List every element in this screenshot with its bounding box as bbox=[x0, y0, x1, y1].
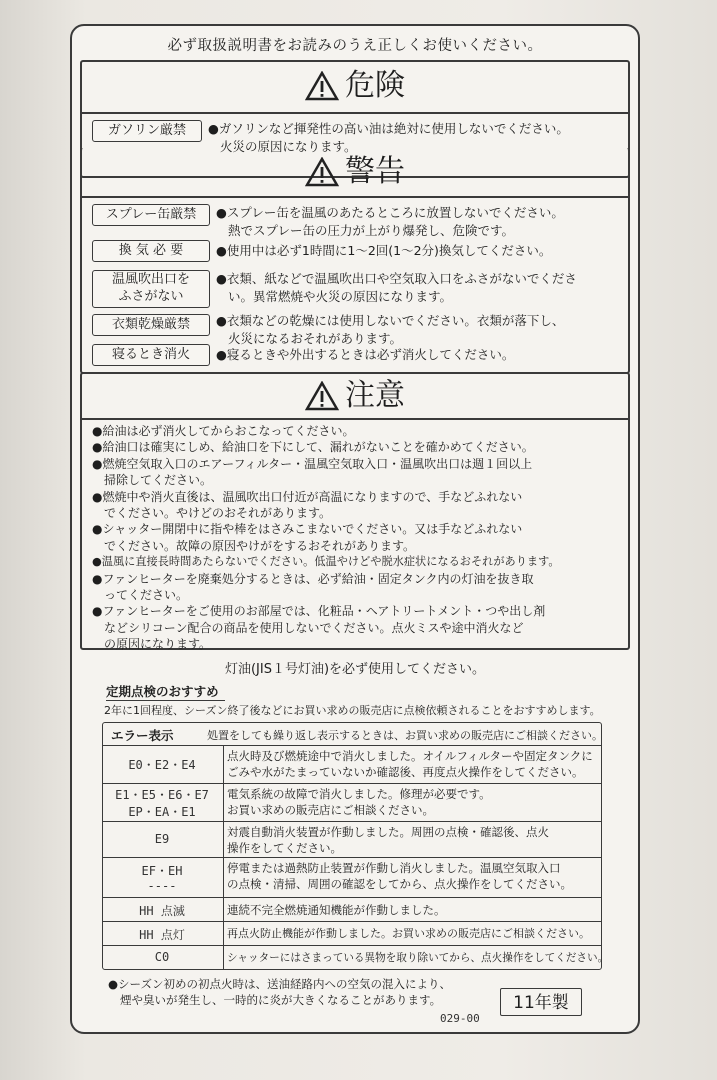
warning-label bbox=[70, 24, 640, 1034]
list-item: ●燃焼中や消火直後は、温風吹出口付近が高温になりますので、手などふれない bbox=[92, 489, 523, 504]
table-row: HH 点滅 連続不完全燃焼通知機能が作動しました。 bbox=[103, 897, 601, 922]
list-item: ●ファンヒーターを廃棄処分するときは、必ず給油・固定タンク内の灯油を抜き取 bbox=[92, 571, 534, 586]
table-row: E0・E2・E4 点火時及び燃焼途中で消火しました。オイルフィルターや固定タンクに ごみや水がたまっていないか確認後、再度点火操作をしてください。 bbox=[103, 745, 601, 782]
warning-triangle-icon bbox=[305, 157, 339, 187]
warning-triangle-icon bbox=[305, 71, 339, 101]
warning-item-text: ●衣類、紙などで温風吹出口や空気取入口をふさがないでくださ い。異常燃焼や火災の原因になります。 bbox=[216, 271, 577, 304]
table-row: EF・EH ---- 停電または過熱防止装置が作動し消火しました。温風空気取入口 の点検・清掃、周囲の確認をしてから、点火操作をしてください。 bbox=[103, 857, 601, 898]
table-row: C0 シャッターにはさまっている異物を取り除いてから、点火操作をしてください。 bbox=[103, 945, 601, 970]
danger-item-text: ●ガソリンなど揮発性の高い油は絶対に使用しないでください。 火災の原因になります。 bbox=[208, 121, 569, 154]
top-notice: 必ず取扱説明書をお読みのうえ正しくお使いください。 bbox=[167, 38, 543, 54]
label-code-number: 029-00 bbox=[440, 1012, 480, 1025]
table-row: HH 点灯 再点火防止機能が作動しました。お買い求めの販売店にご相談ください。 bbox=[103, 921, 601, 946]
do-not-block-outlet-tag: 温風吹出口を ふさがない bbox=[92, 270, 210, 308]
table-row: E1・E5・E6・E7 EP・EA・E1 電気系統の故障で消火しました。修理が必要です。 お買い求めの販売店にご相談ください。 bbox=[103, 783, 601, 822]
caution-list: ●給油は必ず消火してからおこなってください。 ●給油口は確実にしめ、給油口を下にして、漏れがないことを確かめてください。 ●燃焼空気取入口のエアーフィルター・温風空気取入口・温風吹出口は週１回以上 掃除してください。 ●燃焼中や消火直後は、温風吹出口付近が高温になりますので、手などふれない でください。やけどのおそれがあります。 ●シャッター開閉中に指や棒をはさみこまないでください。又は手などふれない でください。故障の原因やけがをするおそれがあります。 ●温風に直接長時間あたらないでください。低温やけどや脱水症状になるおそれがあります。 ●ファンヒーターを廃棄処分するときは、必ず給油・固定タンク内の灯油を抜き取 ってください。 ●ファンヒーターをご使用のお部屋では、化粧品・ヘアトリートメント・つや出し剤 などシリコーン配合の商品を使用しないでください。点火ミスや途中消火など の原因になります。 bbox=[92, 424, 560, 652]
danger-heading bbox=[82, 66, 628, 106]
spray-can-prohibited-tag: スプレー缶厳禁 bbox=[92, 204, 210, 226]
turn-off-when-sleeping-tag: 寝るとき消火 bbox=[92, 344, 210, 366]
inspection-title: 定期点検のおすすめ bbox=[106, 682, 225, 701]
table-row: E9 対震自動消火装置が作動しました。周囲の点検・確認後、点火 操作をしてください。 bbox=[103, 821, 601, 858]
no-clothes-drying-tag: 衣類乾燥厳禁 bbox=[92, 314, 210, 336]
caution-section bbox=[80, 372, 630, 650]
warning-item-text: ●衣類などの乾燥には使用しないでください。衣類が落下し、 火災になるおそれがあります。 bbox=[216, 313, 565, 346]
manufacture-year-badge: 11年製 bbox=[500, 988, 582, 1016]
warning-item-text: ●使用中は必ず1時間に1～2回(1～2分)換気してください。 bbox=[216, 243, 552, 258]
list-item: ●給油口は確実にしめ、給油口を下にして、漏れがないことを確かめてください。 bbox=[92, 440, 534, 455]
kerosene-note: 灯油(JIS１号灯油)を必ず使用してください。 bbox=[224, 662, 486, 677]
caution-title: 注意 bbox=[345, 378, 405, 413]
ventilation-required-tag: 換 気 必 要 bbox=[92, 240, 210, 262]
warning-triangle-icon bbox=[305, 381, 339, 411]
list-item: ●温風に直接長時間あたらないでください。低温やけどや脱水症状になるおそれがあります。 bbox=[92, 555, 560, 569]
caution-heading bbox=[82, 376, 628, 416]
list-item: ●燃焼空気取入口のエアーフィルター・温風空気取入口・温風吹出口は週１回以上 bbox=[92, 456, 533, 471]
season-note: ●シーズン初めの初点火時は、送油経路内への空気の混入により、 煙や臭いが発生し、一時的に炎が大きくなることがあります。 bbox=[108, 977, 451, 1008]
warning-title: 警告 bbox=[345, 154, 405, 189]
inspection-text: 2年に1回程度、シーズン終了後などにお買い求めの販売店に点検依頼されることをおすすめします。 bbox=[104, 704, 601, 717]
danger-title: 危険 bbox=[345, 68, 405, 103]
list-item: ●シャッター開閉中に指や棒をはさみこまないでください。又は手などふれない bbox=[92, 522, 523, 537]
list-item: ●ファンヒーターをご使用のお部屋では、化粧品・ヘアトリートメント・つや出し剤 bbox=[92, 604, 546, 619]
gasoline-prohibited-tag: ガソリン厳禁 bbox=[92, 120, 202, 142]
error-table bbox=[102, 722, 609, 970]
error-table-intro: 処置をしても繰り返し表示するときは、お買い求めの販売店にご相談ください。 bbox=[207, 729, 603, 742]
warning-item-text: ●スプレー缶を温風のあたるところに放置しないでください。 熱でスプレー缶の圧力が上がり爆発し、危険です。 bbox=[216, 205, 564, 238]
warning-section bbox=[80, 148, 630, 374]
error-table-title: エラー表示 bbox=[111, 728, 174, 743]
list-item: ●給油は必ず消火してからおこなってください。 bbox=[92, 424, 355, 438]
warning-item-text: ●寝るときや外出するときは必ず消火してください。 bbox=[216, 347, 515, 362]
warning-heading bbox=[82, 152, 628, 192]
